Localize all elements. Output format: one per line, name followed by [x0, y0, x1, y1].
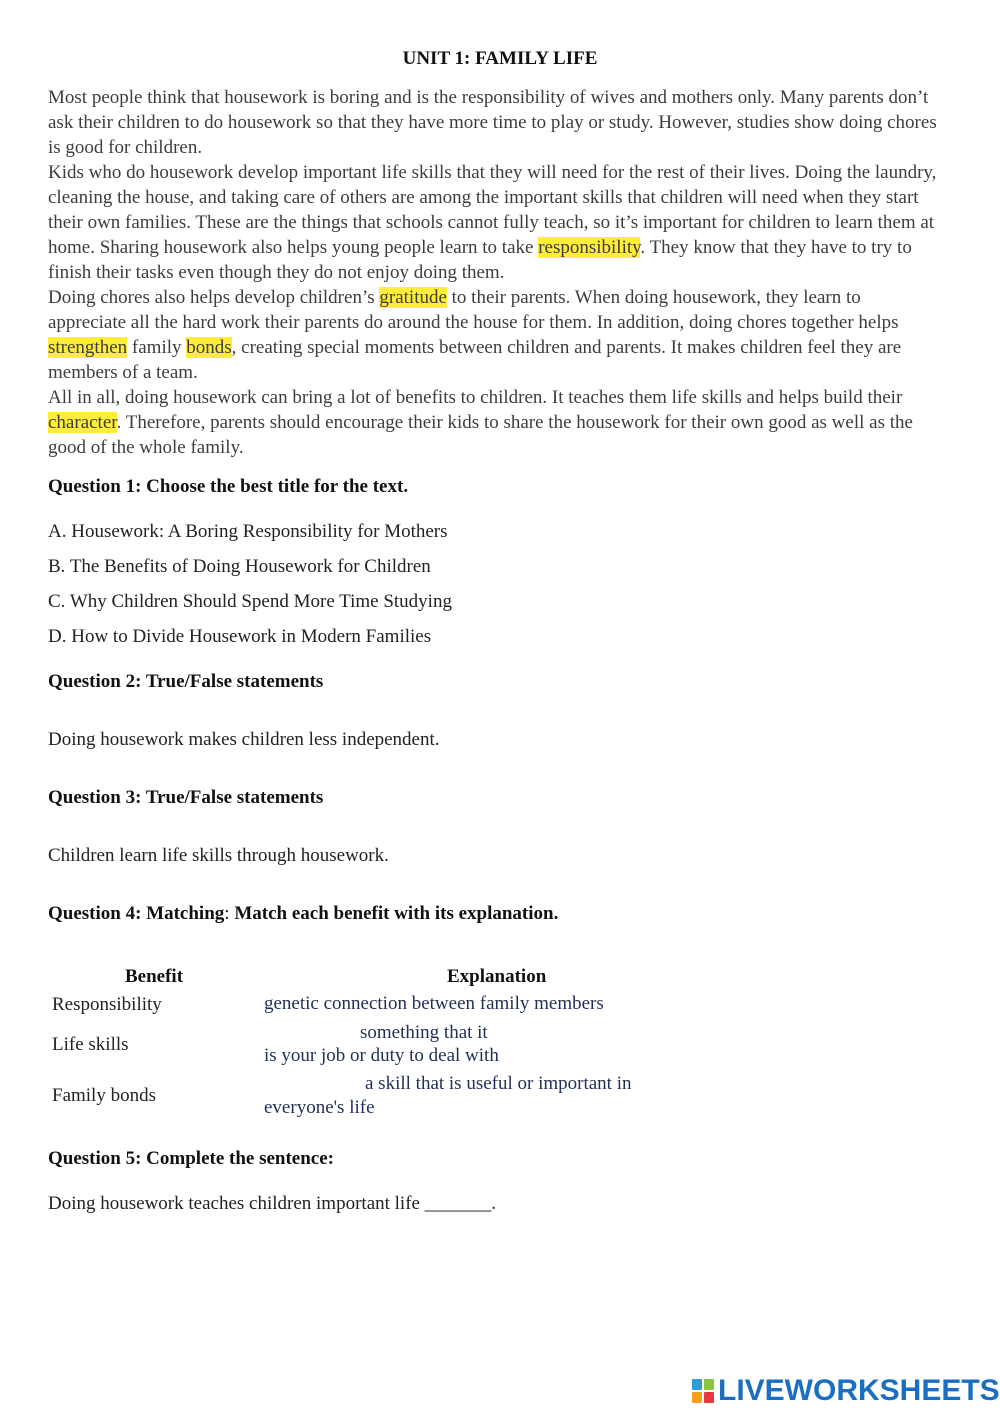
- question-2-heading: Question 2: True/False statements: [48, 671, 324, 692]
- highlighted-word-strengthen[interactable]: strengthen: [48, 337, 128, 358]
- page-title: UNIT 1: FAMILY LIFE: [402, 48, 598, 69]
- benefit-responsibility[interactable]: Responsibility: [52, 994, 162, 1015]
- question-4-heading: [48, 903, 558, 925]
- passage-text: family: [127, 337, 187, 358]
- liveworksheets-logo: [692, 1374, 1000, 1408]
- logo-square-green: [704, 1379, 714, 1390]
- passage-paragraph-1: [48, 85, 940, 160]
- passage-text: . They know that they have to try to finish their tasks even though they do not enjoy doing them.: [48, 237, 912, 283]
- benefit-life-skills[interactable]: Life skills: [52, 1034, 129, 1055]
- column-header-explanation: Explanation: [447, 966, 547, 987]
- q1-option-a[interactable]: A. Housework: A Boring Responsibility for Mothers: [48, 521, 448, 542]
- q1-option-b[interactable]: B. The Benefits of Doing Housework for Children: [48, 556, 431, 577]
- q1-option-c[interactable]: C. Why Children Should Spend More Time Studying: [48, 591, 452, 612]
- explanation-2-line-1[interactable]: something that it: [360, 1022, 488, 1043]
- q2-statement: Doing housework makes children less independent.: [48, 729, 440, 750]
- passage-text: All in all, doing housework can bring a lot of benefits to children. It teaches them life skills and helps build their: [48, 387, 903, 408]
- passage-text: Kids who do housework develop important life skills that they will need for the rest of their lives. Doing the laundry, cleaning the house, and taking care of others are among the important skills that children will need when they start their own families. These are the things that schools cannot fully teach, so it’s important for children to learn them at home. Sharing housework also helps young people learn to take: [48, 162, 937, 258]
- q4-heading-label: Question 4: Matching: [48, 903, 225, 924]
- question-5-heading: Question 5: Complete the sentence:: [48, 1148, 335, 1169]
- highlighted-word-responsibility[interactable]: responsibility: [538, 237, 641, 258]
- passage-text: , creating special moments between children and parents. It makes children feel they are members of a team.: [48, 337, 902, 383]
- q5-sentence[interactable]: Doing housework teaches children important life _______.: [48, 1193, 496, 1214]
- explanation-2-line-2[interactable]: is your job or duty to deal with: [264, 1045, 499, 1066]
- q1-option-d[interactable]: D. How to Divide Housework in Modern Families: [48, 626, 432, 647]
- explanation-3-line-2[interactable]: everyone's life: [264, 1097, 375, 1118]
- benefit-family-bonds[interactable]: Family bonds: [52, 1085, 156, 1106]
- column-header-benefit: Benefit: [125, 966, 184, 987]
- logo-square-red: [704, 1392, 714, 1403]
- passage-text: Most people think that housework is boring and is the responsibility of wives and mothers only. Many parents don’t ask their children to do housework so that they have more time to play or study. However, studies show doing chores is good for children.: [48, 87, 937, 158]
- highlighted-word-character[interactable]: character: [48, 412, 117, 433]
- q3-statement: Children learn life skills through housework.: [48, 845, 389, 866]
- explanation-3-line-1[interactable]: a skill that is useful or important in: [365, 1073, 632, 1094]
- question-1-heading: Question 1: Choose the best title for the text.: [48, 476, 409, 497]
- logo-mark-icon: [692, 1379, 714, 1403]
- logo-text: LIVEWORKSHEETS: [718, 1374, 1000, 1407]
- logo-square-orange: [692, 1392, 702, 1403]
- passage-text: . Therefore, parents should encourage their kids to share the housework for their own good as well as the good of the whole family.: [48, 412, 913, 458]
- passage-text: to their parents. When doing housework, they learn to appreciate all the hard work their parents do around the house for them. In addition, doing chores together helps: [48, 287, 899, 333]
- reading-passage: [48, 85, 940, 460]
- q4-heading-instruction: Match each benefit with its explanation.: [234, 903, 559, 924]
- explanation-1[interactable]: genetic connection between family members: [264, 993, 604, 1014]
- passage-text: Doing chores also helps develop children’s: [48, 287, 380, 308]
- highlighted-word-gratitude[interactable]: gratitude: [379, 287, 447, 308]
- question-3-heading: Question 3: True/False statements: [48, 787, 324, 808]
- passage-paragraph-2: [48, 160, 940, 285]
- q4-heading-separator: :: [224, 903, 235, 924]
- logo-square-blue: [692, 1379, 702, 1390]
- passage-paragraph-4: [48, 385, 940, 460]
- passage-paragraph-3: [48, 285, 940, 385]
- highlighted-word-bonds[interactable]: bonds: [186, 337, 232, 358]
